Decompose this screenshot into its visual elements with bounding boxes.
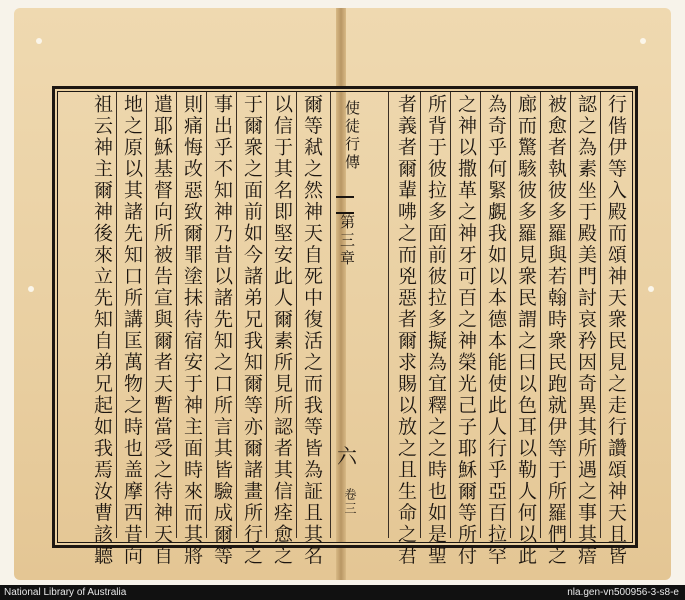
text-column-5: 為奇乎何緊覷我如以本德本能使此人行乎亞百拉罕 xyxy=(485,94,507,567)
text-column-13: 則痛悔改惡致爾罪塗抹待宿安于神主面時來而其將 xyxy=(181,94,203,567)
column-rule xyxy=(570,92,571,538)
page-number: 六 xyxy=(337,444,357,468)
column-rule xyxy=(116,92,117,538)
column-rule xyxy=(330,92,331,538)
column-rule xyxy=(206,92,207,538)
text-column-2: 認之為素坐于殿美門討哀矜因奇異其所遇之事其瘖 xyxy=(575,94,597,567)
text-column-10: 以信于其名即堅安此人爾素所見所認者其信痊愈之 xyxy=(271,94,293,567)
text-column-6: 之神以撒革之神牙可百之神榮光己子耶穌爾等所付 xyxy=(455,94,477,567)
text-column-9: 爾等弒之然神天自死中復活之而我等皆為証且其名 xyxy=(301,94,323,567)
column-rule xyxy=(480,92,481,538)
column-rule xyxy=(146,92,147,538)
text-column-14: 遣耶穌基督向所被告宣與爾者天暫當受之待神天自 xyxy=(151,94,173,567)
text-column-3: 被愈者執彼多羅與若翰時衆民跑就伊等于所羅們之 xyxy=(545,94,567,567)
binding-hole xyxy=(648,286,654,292)
column-rule xyxy=(266,92,267,538)
text-column-12: 事出乎不知神乃昔以諸先知之口所言其皆驗成爾等 xyxy=(211,94,233,567)
footer-bar xyxy=(0,585,685,600)
volume-mark: 卷三 xyxy=(343,488,357,516)
binding-hole xyxy=(36,38,42,44)
column-rule xyxy=(388,92,389,538)
text-column-11: 于爾衆之面前如今諸弟兄我知爾等亦爾諸畫所行之 xyxy=(241,94,263,567)
text-column-1: 行偕伊等入殿而頌神天衆民見之走行讚頌神天且皆 xyxy=(605,94,627,567)
text-column-8: 者義者爾輩咈之而兇惡者爾求賜以放之且生命之君 xyxy=(395,94,417,567)
column-rule xyxy=(510,92,511,538)
binding-hole xyxy=(640,38,646,44)
column-rule xyxy=(236,92,237,538)
column-rule xyxy=(176,92,177,538)
column-rule xyxy=(450,92,451,538)
text-column-16: 祖云神主爾神後來立先知自弟兄起如我焉汝曹該聽 xyxy=(91,94,113,567)
column-rule xyxy=(296,92,297,538)
chapter-label: 第三章 xyxy=(338,214,356,268)
column-rule xyxy=(420,92,421,538)
text-column-7: 所背于彼拉多面前彼拉多擬為宜釋之之時也如是聖 xyxy=(425,94,447,567)
column-rule xyxy=(540,92,541,538)
footer-identifier: nla.gen-vn500956-3-s8-e xyxy=(567,587,679,598)
chapter-ornament xyxy=(336,196,354,214)
column-rule xyxy=(600,92,601,538)
footer-credit: National Library of Australia xyxy=(4,587,127,598)
binding-hole xyxy=(28,286,34,292)
book-title: 使徒行傳 xyxy=(343,100,361,172)
text-column-15: 地之原以其諸先知口所講匡萬物之時也盖摩西昔向 xyxy=(121,94,143,567)
text-column-4: 廊而驚駭彼多羅見衆民謂之曰以色耳以勒人何以此 xyxy=(515,94,537,567)
